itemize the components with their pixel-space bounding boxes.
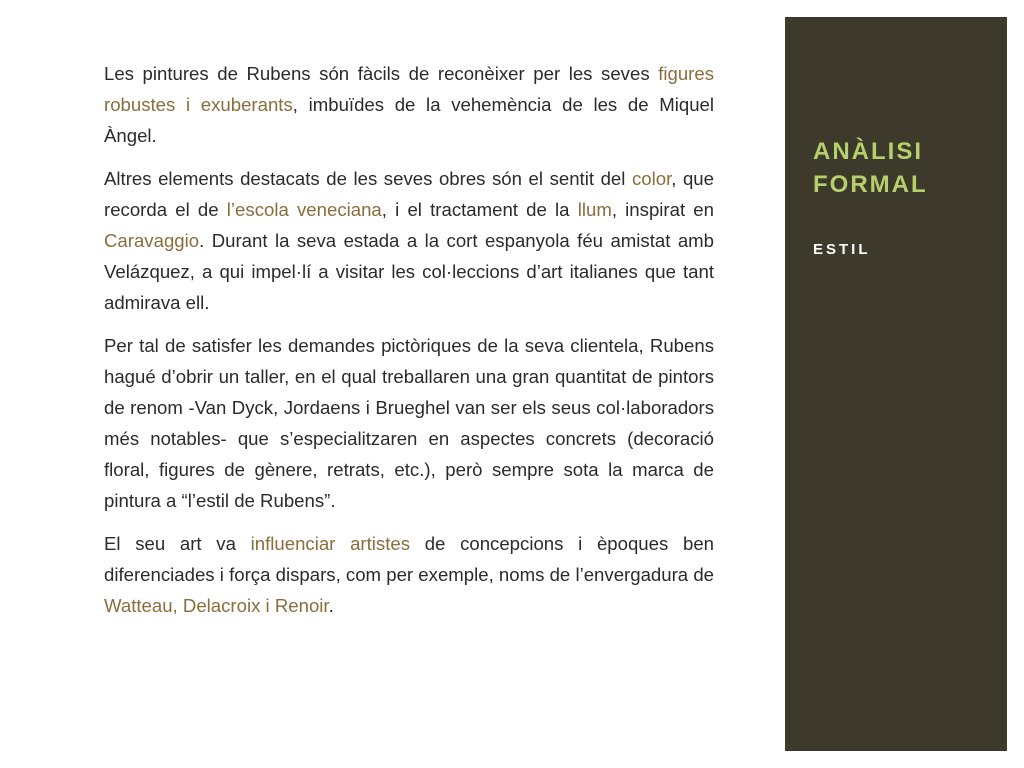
paragraph-4: El seu art va influenciar artistes de concepcions i èpoques ben diferenciades i força dispars, com per exemple, noms de l’envergadura de Watteau, Delacroix i Renoir.	[104, 533, 714, 616]
highlight-term: figures robustes i exuberants	[104, 63, 714, 115]
highlight-term: Caravaggio	[104, 230, 200, 251]
paragraph-2: Altres elements destacats de les seves obres són el sentit del color, que recorda el de l’escola veneciana, i el tractament de la llum, inspirat en Caravaggio. Durant la seva estada a la cort espanyola féu amistat amb Velázquez, a qui impel·lí a visitar les col·leccions d’art italianes que tant admirava ell.	[104, 168, 714, 313]
highlight-term: llum	[577, 199, 612, 220]
highlight-term: influenciar artistes	[250, 533, 410, 554]
highlight-term: color	[631, 168, 672, 189]
section-title: ANÀLISI FORMAL	[813, 138, 928, 198]
highlight-term: l’escola veneciana	[226, 199, 382, 220]
sidebar-panel	[785, 17, 1007, 751]
highlight-term: Watteau, Delacroix i Renoir	[104, 595, 329, 616]
paragraph-1: Les pintures de Rubens són fàcils de reconèixer per les seves figures robustes i exuberants, imbuïdes de la vehemència de les de Miquel Àngel.	[104, 63, 715, 146]
section-subtitle: ESTIL	[813, 241, 871, 258]
paragraph-3: Per tal de satisfer les demandes pictòriques de la seva clientela, Rubens hagué d’obrir un taller, en el qual treballaren una gran quantitat de pintors de renom -Van Dyck, Jordaens i Brueghel van ser els seus col·laboradors més notables- que s’especialitzaren en aspectes concrets (decoració floral, figures de gènere, retrats, etc.), però sempre sota la marca de pintura a “l’estil de Rubens”.	[104, 335, 714, 511]
main-text	[104, 58, 714, 633]
